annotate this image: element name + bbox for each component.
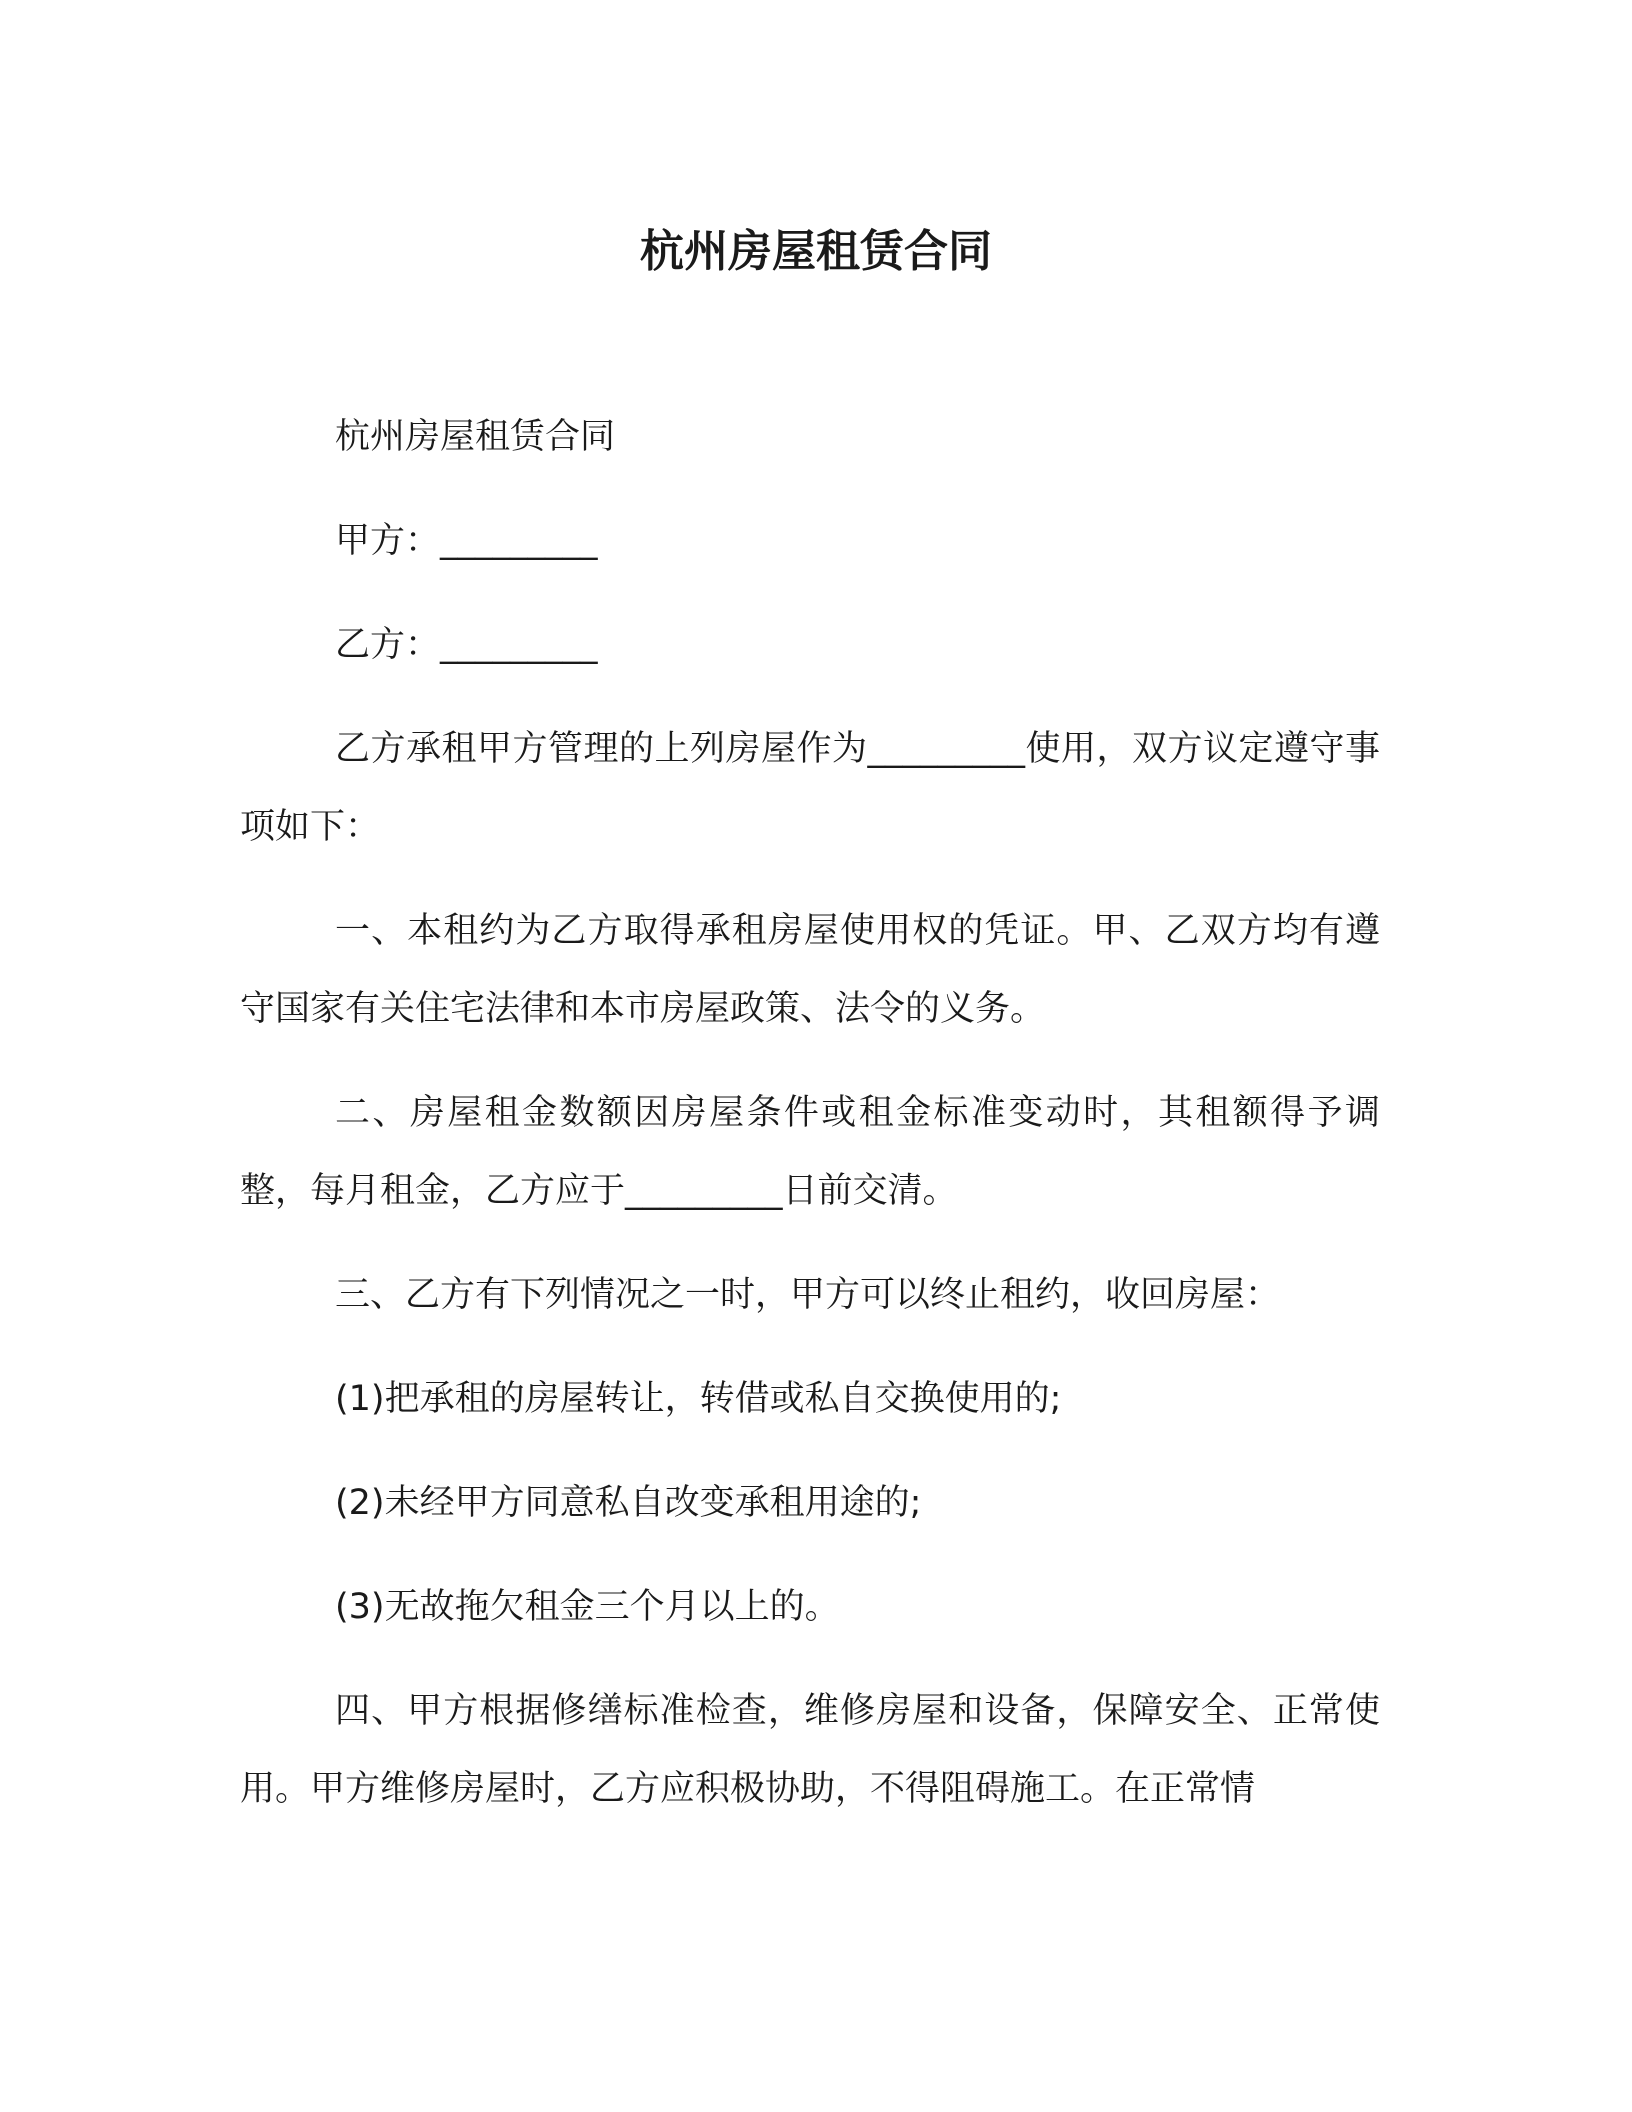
- paragraph-clause-4: 四、甲方根据修缮标准检查，维修房屋和设备，保障安全、正常使用。甲方维修房屋时，乙方应积极协助，不得阻碍施工。在正常情: [240, 1691, 1380, 1809]
- paragraph-clause-3-item-2: (2)未经甲方同意私自改变承租用途的;: [335, 1483, 922, 1523]
- paragraph-clause-3-item-3: (3)无故拖欠租金三个月以上的。: [335, 1587, 840, 1627]
- document-body: [240, 398, 1380, 1854]
- paragraph-party-a: 甲方：_________: [335, 521, 598, 561]
- paragraph-intro: 乙方承租甲方管理的上列房屋作为_________使用，双方议定遵守事项如下：: [240, 729, 1380, 847]
- paragraph-clause-3: 三、乙方有下列情况之一时，甲方可以终止租约，收回房屋：: [335, 1275, 1281, 1315]
- paragraph-clause-2: 二、房屋租金数额因房屋条件或租金标准变动时，其租额得予调整，每月租金，乙方应于_________日前交清。: [240, 1093, 1380, 1211]
- document-title: 杭州房屋租赁合同: [640, 226, 992, 277]
- paragraph-party-b: 乙方：_________: [335, 625, 598, 665]
- paragraph-clause-1: 一、本租约为乙方取得承租房屋使用权的凭证。甲、乙双方均有遵守国家有关住宅法律和本市房屋政策、法令的义务。: [240, 911, 1380, 1029]
- paragraph-clause-3-item-1: (1)把承租的房屋转让，转借或私自交换使用的;: [335, 1379, 1062, 1419]
- paragraph-subtitle: 杭州房屋租赁合同: [335, 417, 616, 457]
